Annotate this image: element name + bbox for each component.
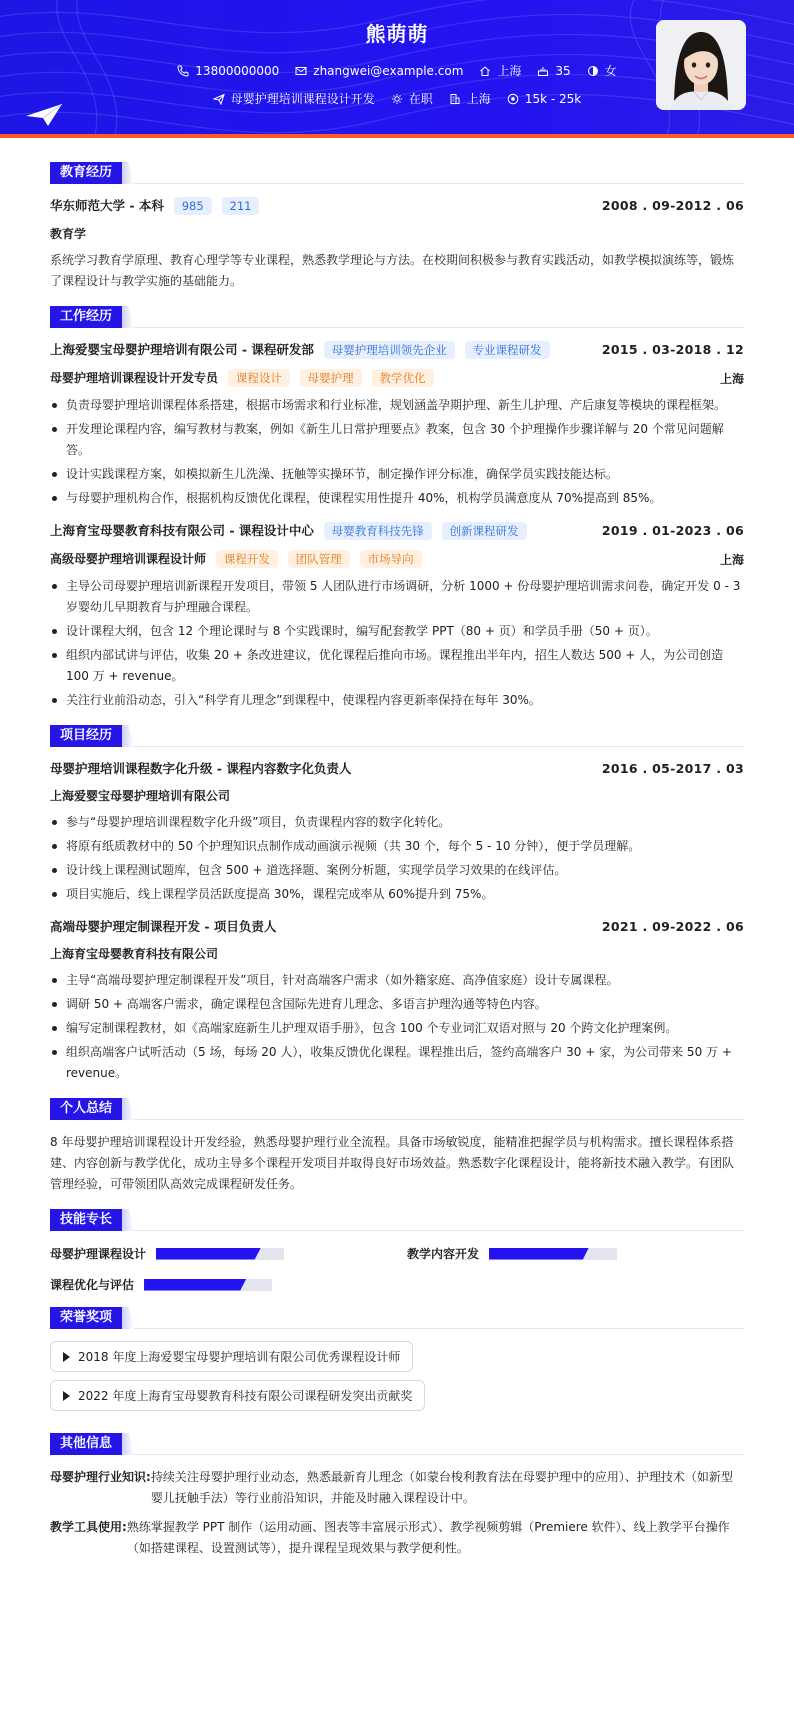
list-item: 主导公司母婴护理培训新课程开发项目，带领 5 人团队进行市场调研，分析 1000 + 份母婴护理培训需求问卷，确定开发 0 - 3 岁婴幼儿早期教育与护理融合课程。 (50, 576, 744, 618)
list-item: 编写定制课程教材，如《高端家庭新生儿护理双语手册》，包含 100 个专业词汇双语对照与 20 个跨文化护理案例。 (50, 1018, 744, 1039)
section-header (50, 1307, 744, 1329)
skill-label: 课程优化与评估 (50, 1278, 135, 1292)
email-text: zhangwei@example.com (313, 63, 464, 78)
info-value: 熟练掌握教学 PPT 制作（运用动画、图表等丰富展示形式）、教学视频剪辑（Premiere 软件）、线上教学平台操作（如搭建课程、设置测试等），提升课程呈现效果与教学便利性。 (126, 1520, 730, 1555)
list-item: 设计课程大纲，包含 12 个理论课时与 8 个实践课时，编写配套教学 PPT（80 + 页）和学员手册（50 + 页）。 (50, 621, 744, 642)
section-title: 工作经历 (50, 306, 122, 328)
school-tag: 211 (222, 197, 260, 215)
list-item: 调研 50 + 高端客户需求，确定课程包含国际先进育儿理念、多语言护理沟通等特色内容。 (50, 994, 744, 1015)
gender-text: 女 (604, 64, 617, 78)
role-tag: 课程开发 (216, 550, 278, 568)
gender-item (587, 62, 617, 79)
info-row (50, 1467, 744, 1509)
location-item (479, 62, 521, 79)
salary-icon (507, 93, 519, 105)
list-item: 组织内部试讲与评估，收集 20 + 条改进建议，优化课程后推向市场。课程推出半年内，招生人数达 500 + 人，为公司创造 100 万 + revenue。 (50, 645, 744, 687)
send-icon (213, 93, 225, 105)
work-company-wrap (50, 521, 527, 540)
other-section (50, 1433, 744, 1559)
role-tag: 课程设计 (228, 369, 290, 387)
section-divider (50, 1230, 744, 1231)
skill-bar-fill (156, 1248, 261, 1260)
work-section (50, 306, 744, 711)
company-tag: 母婴护理培训领先企业 (324, 341, 455, 359)
work-entry (50, 340, 744, 509)
section-divider (50, 1328, 744, 1329)
triangle-right-icon (63, 1391, 70, 1401)
location-text: 上海 (497, 64, 522, 78)
list-item: 参与“母婴护理培训课程数字化升级”项目，负责课程内容的数字化转化。 (50, 812, 744, 833)
education-section (50, 162, 744, 292)
section-header (50, 1209, 744, 1231)
phone-item (177, 64, 279, 78)
project-title-row (50, 917, 744, 935)
avatar (656, 20, 746, 110)
skill-bar-fill (489, 1248, 589, 1260)
list-item: 负责母婴护理培训课程体系搭建，根据市场需求和行业标准，规划涵盖孕期护理、新生儿护理、产后康复等模块的课程框架。 (50, 395, 744, 416)
avatar-portrait (656, 20, 746, 110)
project-title: 母婴护理培训课程数字化升级 - 课程内容数字化负责人 (50, 761, 352, 776)
section-divider (50, 746, 744, 747)
award-text: 2022 年度上海育宝母婴教育科技有限公司课程研发突出贡献奖 (78, 1389, 413, 1403)
project-bullets (50, 970, 744, 1084)
job-target-text: 母婴护理培训课程设计开发 (230, 92, 375, 106)
home-icon (479, 65, 491, 77)
work-company: 上海育宝母婴教育科技有限公司 - 课程设计中心 (50, 523, 314, 538)
award-list (50, 1341, 744, 1419)
work-bullets (50, 395, 744, 509)
cake-icon (537, 65, 549, 77)
section-header (50, 1098, 744, 1120)
gender-icon (587, 65, 599, 77)
skill-item (50, 1245, 387, 1262)
paper-plane-icon (26, 104, 62, 126)
role-tag: 市场导向 (360, 550, 422, 568)
mail-icon (295, 65, 307, 77)
triangle-right-icon (63, 1352, 70, 1362)
age-item (537, 64, 570, 78)
role-tag: 教学优化 (372, 369, 434, 387)
education-major: 教育学 (50, 227, 87, 241)
info-value: 持续关注母婴护理行业动态，熟悉最新育儿理念（如蒙台梭利教育法在母婴护理中的应用）、护理技术（如新型婴儿抚触手法）等行业前沿知识，并能及时融入课程设计中。 (150, 1470, 733, 1505)
section-header (50, 1433, 744, 1455)
project-entry (50, 759, 744, 905)
section-header (50, 725, 744, 747)
summary-text: 8 年母婴护理培训课程设计开发经验，熟悉母婴护理行业全流程。具备市场敏锐度，能精准把握学员与机构需求。擅长课程体系搭建、内容创新与教学优化，成功主导多个课程开发项目并取得良好市场效益。熟悉数字化课程设计，能将新技术融入教学。有团队管理经验，可带领团队高效完成课程研发任务。 (50, 1135, 735, 1191)
project-company: 上海爱婴宝母婴护理培训有限公司 (50, 789, 231, 803)
awards-section (50, 1307, 744, 1419)
phone-icon (177, 65, 189, 77)
education-date: 2008 . 09-2012 . 06 (601, 198, 744, 213)
info-key: 母婴护理行业知识: (50, 1470, 151, 1484)
status-text: 在职 (408, 92, 433, 106)
work-role-wrap (50, 550, 422, 568)
school-name: 华东师范大学 - 本科 (50, 198, 164, 213)
target-city-text: 上海 (466, 92, 491, 106)
work-city: 上海 (719, 552, 744, 567)
list-item: 项目实施后，线上课程学员活跃度提高 30%，课程完成率从 60%提升到 75%。 (50, 884, 744, 905)
work-company-row (50, 340, 744, 359)
skill-bar (156, 1248, 284, 1260)
section-title: 教育经历 (50, 162, 122, 184)
work-company-row (50, 521, 744, 540)
list-item: 将原有纸质教材中的 50 个护理知识点制作成动画演示视频（共 30 个，每个 5 - 10 分钟），便于学员理解。 (50, 836, 744, 857)
company-tag: 母婴教育科技先锋 (324, 522, 432, 540)
section-header (50, 162, 744, 184)
work-date: 2015 . 03-2018 . 12 (601, 342, 744, 357)
email-item (295, 64, 463, 78)
age-text: 35 (555, 63, 571, 78)
skill-bar (144, 1279, 272, 1291)
skill-item (407, 1245, 744, 1262)
section-title: 其他信息 (50, 1433, 122, 1455)
education-row (50, 196, 744, 215)
section-divider (50, 1454, 744, 1455)
skills-section (50, 1209, 744, 1293)
list-item: 开发理论课程内容，编写教材与教案，例如《新生儿日常护理要点》教案，包含 30 个护理操作步骤详解与 20 个常见问题解答。 (50, 419, 744, 461)
skill-label: 教学内容开发 (407, 1247, 480, 1261)
education-school-wrap (50, 196, 259, 215)
work-role-wrap (50, 369, 434, 387)
job-target-item (213, 90, 375, 107)
award-item[interactable] (50, 1341, 413, 1372)
work-entry (50, 521, 744, 711)
project-entry (50, 917, 744, 1084)
project-date: 2021 . 09-2022 . 06 (601, 918, 744, 934)
section-title: 个人总结 (50, 1098, 122, 1120)
work-date: 2019 . 01-2023 . 06 (601, 523, 744, 538)
work-city: 上海 (719, 371, 744, 386)
project-bullets (50, 812, 744, 905)
resume-body (0, 138, 794, 1559)
section-divider (50, 327, 744, 328)
work-role: 母婴护理培训课程设计开发专员 (50, 371, 219, 385)
list-item: 与母婴护理机构合作，根据机构反馈优化课程，使课程实用性提升 40%，机构学员满意度从 70%提高到 85%。 (50, 488, 744, 509)
list-item: 设计线上课程测试题库，包含 500 + 道选择题、案例分析题，实现学员学习效果的在线评估。 (50, 860, 744, 881)
work-company-wrap (50, 340, 550, 359)
resume-header (0, 0, 794, 138)
projects-section (50, 725, 744, 1084)
salary-item (507, 92, 581, 106)
skill-label: 母婴护理课程设计 (50, 1247, 147, 1261)
project-company: 上海育宝母婴教育科技有限公司 (50, 947, 219, 961)
info-key: 教学工具使用: (50, 1520, 127, 1534)
work-company: 上海爱婴宝母婴护理培训有限公司 - 课程研发部 (50, 342, 314, 357)
info-row (50, 1517, 744, 1559)
section-title: 技能专长 (50, 1209, 122, 1231)
project-date: 2016 . 05-2017 . 03 (601, 760, 744, 776)
work-bullets (50, 576, 744, 711)
role-tag: 团队管理 (288, 550, 350, 568)
status-item (391, 90, 433, 107)
section-title: 项目经历 (50, 725, 122, 747)
work-role: 高级母婴护理培训课程设计师 (50, 552, 207, 566)
list-item: 组织高端客户试听活动（5 场，每场 20 人），收集反馈优化课程。课程推出后，签约高端客户 30 + 家，为公司带来 50 万 + revenue。 (50, 1042, 744, 1084)
target-city-item (449, 90, 491, 107)
award-text: 2018 年度上海爱婴宝母婴护理培训有限公司优秀课程设计师 (78, 1350, 401, 1364)
role-tag: 母婴护理 (300, 369, 362, 387)
skill-bar-fill (144, 1279, 246, 1291)
work-role-row (50, 369, 744, 387)
award-item[interactable] (50, 1380, 425, 1411)
list-item: 设计实践课程方案，如模拟新生儿洗澡、抚触等实操环节，制定操作评分标准，确保学员实践技能达标。 (50, 464, 744, 485)
education-desc: 系统学习教育学原理、教育心理学等专业课程，熟悉教学理论与方法。在校期间积极参与教育实践活动，如教学模拟演练等，锻炼了课程设计与教学实施的基础能力。 (50, 253, 735, 288)
company-tag: 专业课程研发 (465, 341, 550, 359)
list-item: 关注行业前沿动态，引入“科学育儿理念”到课程中，使课程内容更新率保持在每年 30%。 (50, 690, 744, 711)
section-divider (50, 183, 744, 184)
summary-section (50, 1098, 744, 1195)
project-title-row (50, 759, 744, 777)
skill-bar (489, 1248, 617, 1260)
candidate-name: 熊萌萌 (365, 22, 429, 46)
work-role-row (50, 550, 744, 568)
skill-item (50, 1276, 387, 1293)
school-tag: 985 (174, 197, 212, 215)
salary-text: 15k - 25k (524, 91, 582, 106)
list-item: 主导“高端母婴护理定制课程开发”项目，针对高端客户需求（如外籍家庭、高净值家庭）设计专属课程。 (50, 970, 744, 991)
project-title: 高端母婴护理定制课程开发 - 项目负责人 (50, 919, 277, 934)
section-divider (50, 1119, 744, 1120)
phone-text: 13800000000 (195, 63, 280, 78)
section-title: 荣誉奖项 (50, 1307, 122, 1329)
company-tag: 创新课程研发 (442, 522, 527, 540)
skills-grid (50, 1243, 744, 1293)
status-icon (391, 93, 403, 105)
building-icon (449, 93, 461, 105)
section-header (50, 306, 744, 328)
